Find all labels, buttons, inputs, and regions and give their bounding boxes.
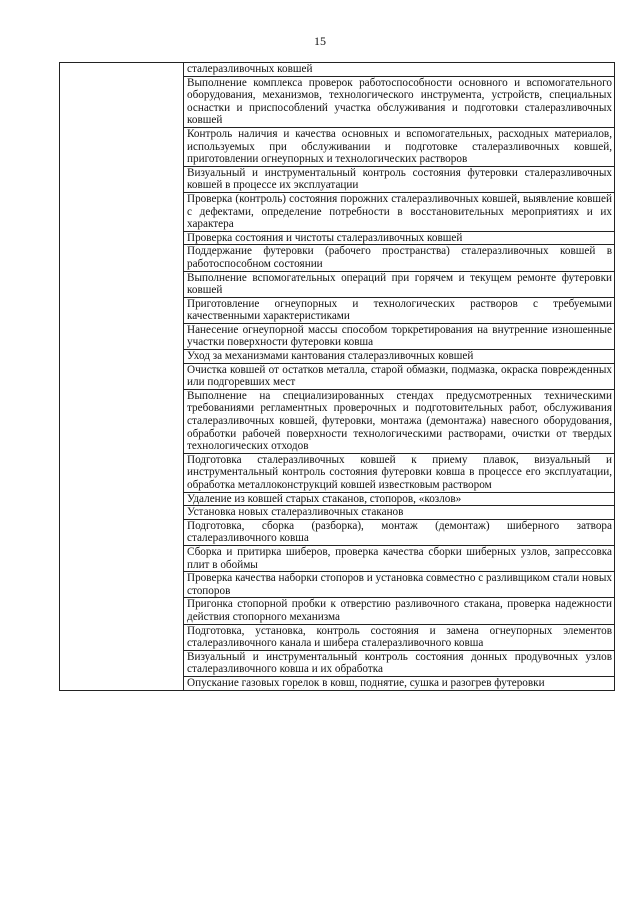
labor-action-cell: Уход за механизмами кантования сталеразливочных ковшей [184, 350, 615, 364]
labor-action-cell: Выполнение комплекса проверок работоспособности основного и вспомогательного оборудования, механизмов, технологического инструмента, устройств, специальных оснастки и приспособлений участка обслуживания и подготовки сталеразливочных ковшей [184, 76, 615, 127]
labor-action-cell: Проверка состояния и чистоты сталеразливочных ковшей [184, 231, 615, 245]
labor-action-cell: Выполнение вспомогательных операций при горячем и текущем ремонте футеровки ковшей [184, 271, 615, 297]
labor-action-cell: Визуальный и инструментальный контроль состояния донных продувочных узлов сталеразливочного ковша и их обработка [184, 650, 615, 676]
labor-action-cell: Сборка и притирка шиберов, проверка качества сборки шиберных узлов, запрессовка плит в обоймы [184, 545, 615, 571]
labor-action-cell: Удаление из ковшей старых стаканов, стопоров, «козлов» [184, 492, 615, 506]
requirements-table-wrapper [59, 62, 612, 691]
table-row [60, 63, 615, 77]
labor-action-cell: Визуальный и инструментальный контроль состояния футеровки сталеразливочных ковшей в процессе их эксплуатации [184, 166, 615, 192]
page-number: 15 [314, 34, 326, 48]
labor-action-cell: Проверка качества наборки стопоров и установка совместно с разливщиком стали новых стопоров [184, 572, 615, 598]
labor-action-cell: Нанесение огнеупорной массы способом торкретирования на внутренние изношенные участки поверхности футеровки ковша [184, 323, 615, 349]
labor-action-cell: Выполнение на специализированных стендах предусмотренных техническими требованиями регламентных проверочных и подготовительных работ, обслуживания сталеразливочных ковшей, футеровки, монтажа (демонтажа) навесного оборудования, обработки рабочей поверхности технологическими растворами, очистки от твердых технологических отходов [184, 389, 615, 453]
requirements-table [59, 62, 615, 691]
labor-action-cell: Подготовка сталеразливочных ковшей к приему плавок, визуальный и инструментальный контроль состояния футеровки ковша в процессе его эксплуатации, обработка металлоконструкций ковшей известковым раствором [184, 453, 615, 492]
labor-action-cell: Пригонка стопорной пробки к отверстию разливочного стакана, проверка надежности действия стопорного механизма [184, 598, 615, 624]
labor-action-cell: Контроль наличия и качества основных и вспомогательных, расходных материалов, используемых при обслуживании и подготовке сталеразливочных ковшей, приготовлении огнеупорных и технологических растворов [184, 127, 615, 166]
labor-action-cell: сталеразливочных ковшей [184, 63, 615, 77]
function-name-cell [60, 63, 184, 691]
labor-action-cell: Установка новых сталеразливочных стаканов [184, 506, 615, 520]
requirements-table-body [60, 63, 615, 691]
labor-action-cell: Подготовка, сборка (разборка), монтаж (демонтаж) шиберного затвора сталеразливочного ковша [184, 519, 615, 545]
labor-action-cell: Очистка ковшей от остатков металла, старой обмазки, подмазка, окраска поврежденных или подгоревших мест [184, 363, 615, 389]
labor-action-cell: Поддержание футеровки (рабочего пространства) сталеразливочных ковшей в работоспособном состоянии [184, 245, 615, 271]
labor-action-cell: Подготовка, установка, контроль состояния и замена огнеупорных элементов сталеразливочного канала и шибера сталеразливочного ковша [184, 624, 615, 650]
labor-action-cell: Опускание газовых горелок в ковш, поднятие, сушка и разогрев футеровки [184, 676, 615, 690]
labor-action-cell: Проверка (контроль) состояния порожних сталеразливочных ковшей, выявление ковшей с дефектами, определение потребности в восстановительных мероприятиях и их характера [184, 192, 615, 231]
labor-action-cell: Приготовление огнеупорных и технологических растворов с требуемыми качественными характеристиками [184, 297, 615, 323]
